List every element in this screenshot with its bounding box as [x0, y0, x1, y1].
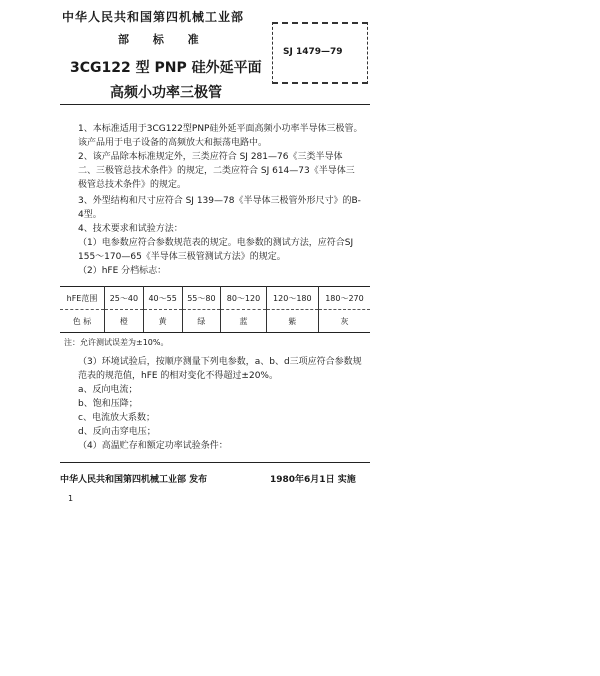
table-cell: 橙: [105, 310, 144, 333]
table-row: [60, 310, 370, 333]
list-item-a: a、反向电流；: [78, 385, 138, 395]
paragraph-electrical-2: 155～170—65《半导体三极管测试方法》的规定。: [78, 252, 286, 262]
paragraph-storage-test: （4）高温贮存和额定功率试验条件：: [78, 441, 228, 451]
table-cell: 灰: [318, 310, 370, 333]
table-note: 注：允许测试误差为±10%。: [64, 338, 169, 347]
standard-label: 部 标 准: [118, 33, 199, 46]
table-cell: 55～80: [182, 287, 221, 310]
paragraph-specs: 2、该产品除本标准规定外，三类应符合 SJ 281—76《三类半导体 二、三极管总技术条件》的规定，二类应符合 SJ 614—73《半导体三极管总技术条件》的规定。: [78, 152, 355, 190]
footer-publisher: 中华人民共和国第四机械工业部 发布: [60, 475, 208, 485]
table-cell: 40～55: [143, 287, 182, 310]
document-title-line1: 3CG122 型 PNP 硅外延平面: [70, 60, 262, 76]
hfe-grade-table: [60, 286, 370, 333]
paragraph-hfe-grading: （2）hFE 分档标志：: [78, 266, 167, 276]
table-cell: 紫: [266, 310, 318, 333]
list-item-d: d、反向击穿电压；: [78, 427, 156, 437]
table-cell: 120～180: [266, 287, 318, 310]
page-number: 1: [68, 494, 74, 503]
table-cell: hFE范围: [60, 287, 105, 310]
paragraph-electrical-1: （1）电参数应符合参数规范表的规定。电参数的测试方法，应符合SJ: [78, 238, 354, 248]
ministry-header: 中华人民共和国第四机械工业部: [62, 10, 245, 24]
paragraph-scope: 1、本标准适用于3CG122型PNP硅外延平面高频小功率半导体三极管。该产品用于电子设备的高频放大和振荡电路中。: [78, 124, 363, 148]
list-item-c: c、电流放大系数；: [78, 413, 155, 423]
table-cell: 180～270: [318, 287, 370, 310]
document-title-line2: 高频小功率三极管: [110, 85, 222, 101]
table-cell: 25～40: [105, 287, 144, 310]
paragraph-outline: 3、外型结构和尺寸应符合 SJ 139—78《半导体三极管外形尺寸》的B-4型。: [78, 196, 361, 220]
table-row: [60, 287, 370, 310]
list-item-b: b、饱和压降；: [78, 399, 138, 409]
table-cell: 蓝: [221, 310, 266, 333]
paragraph-environment-test: （3）环境试验后，按顺序测量下列电参数，a、b、d三项应符合参数规范表的规范值，hFE 的相对变化不得超过±20%。: [78, 357, 362, 381]
paragraph-requirements: 4、技术要求和试验方法：: [78, 224, 183, 234]
footer-divider: [60, 462, 370, 463]
table-cell: 绿: [182, 310, 221, 333]
standard-code: SJ 1479—79: [283, 47, 343, 57]
table-cell: 黄: [143, 310, 182, 333]
footer-date: 1980年6月1日 实施: [270, 475, 356, 485]
table-cell: 色 标: [60, 310, 105, 333]
table-cell: 80～120: [221, 287, 266, 310]
header-divider: [60, 104, 370, 105]
